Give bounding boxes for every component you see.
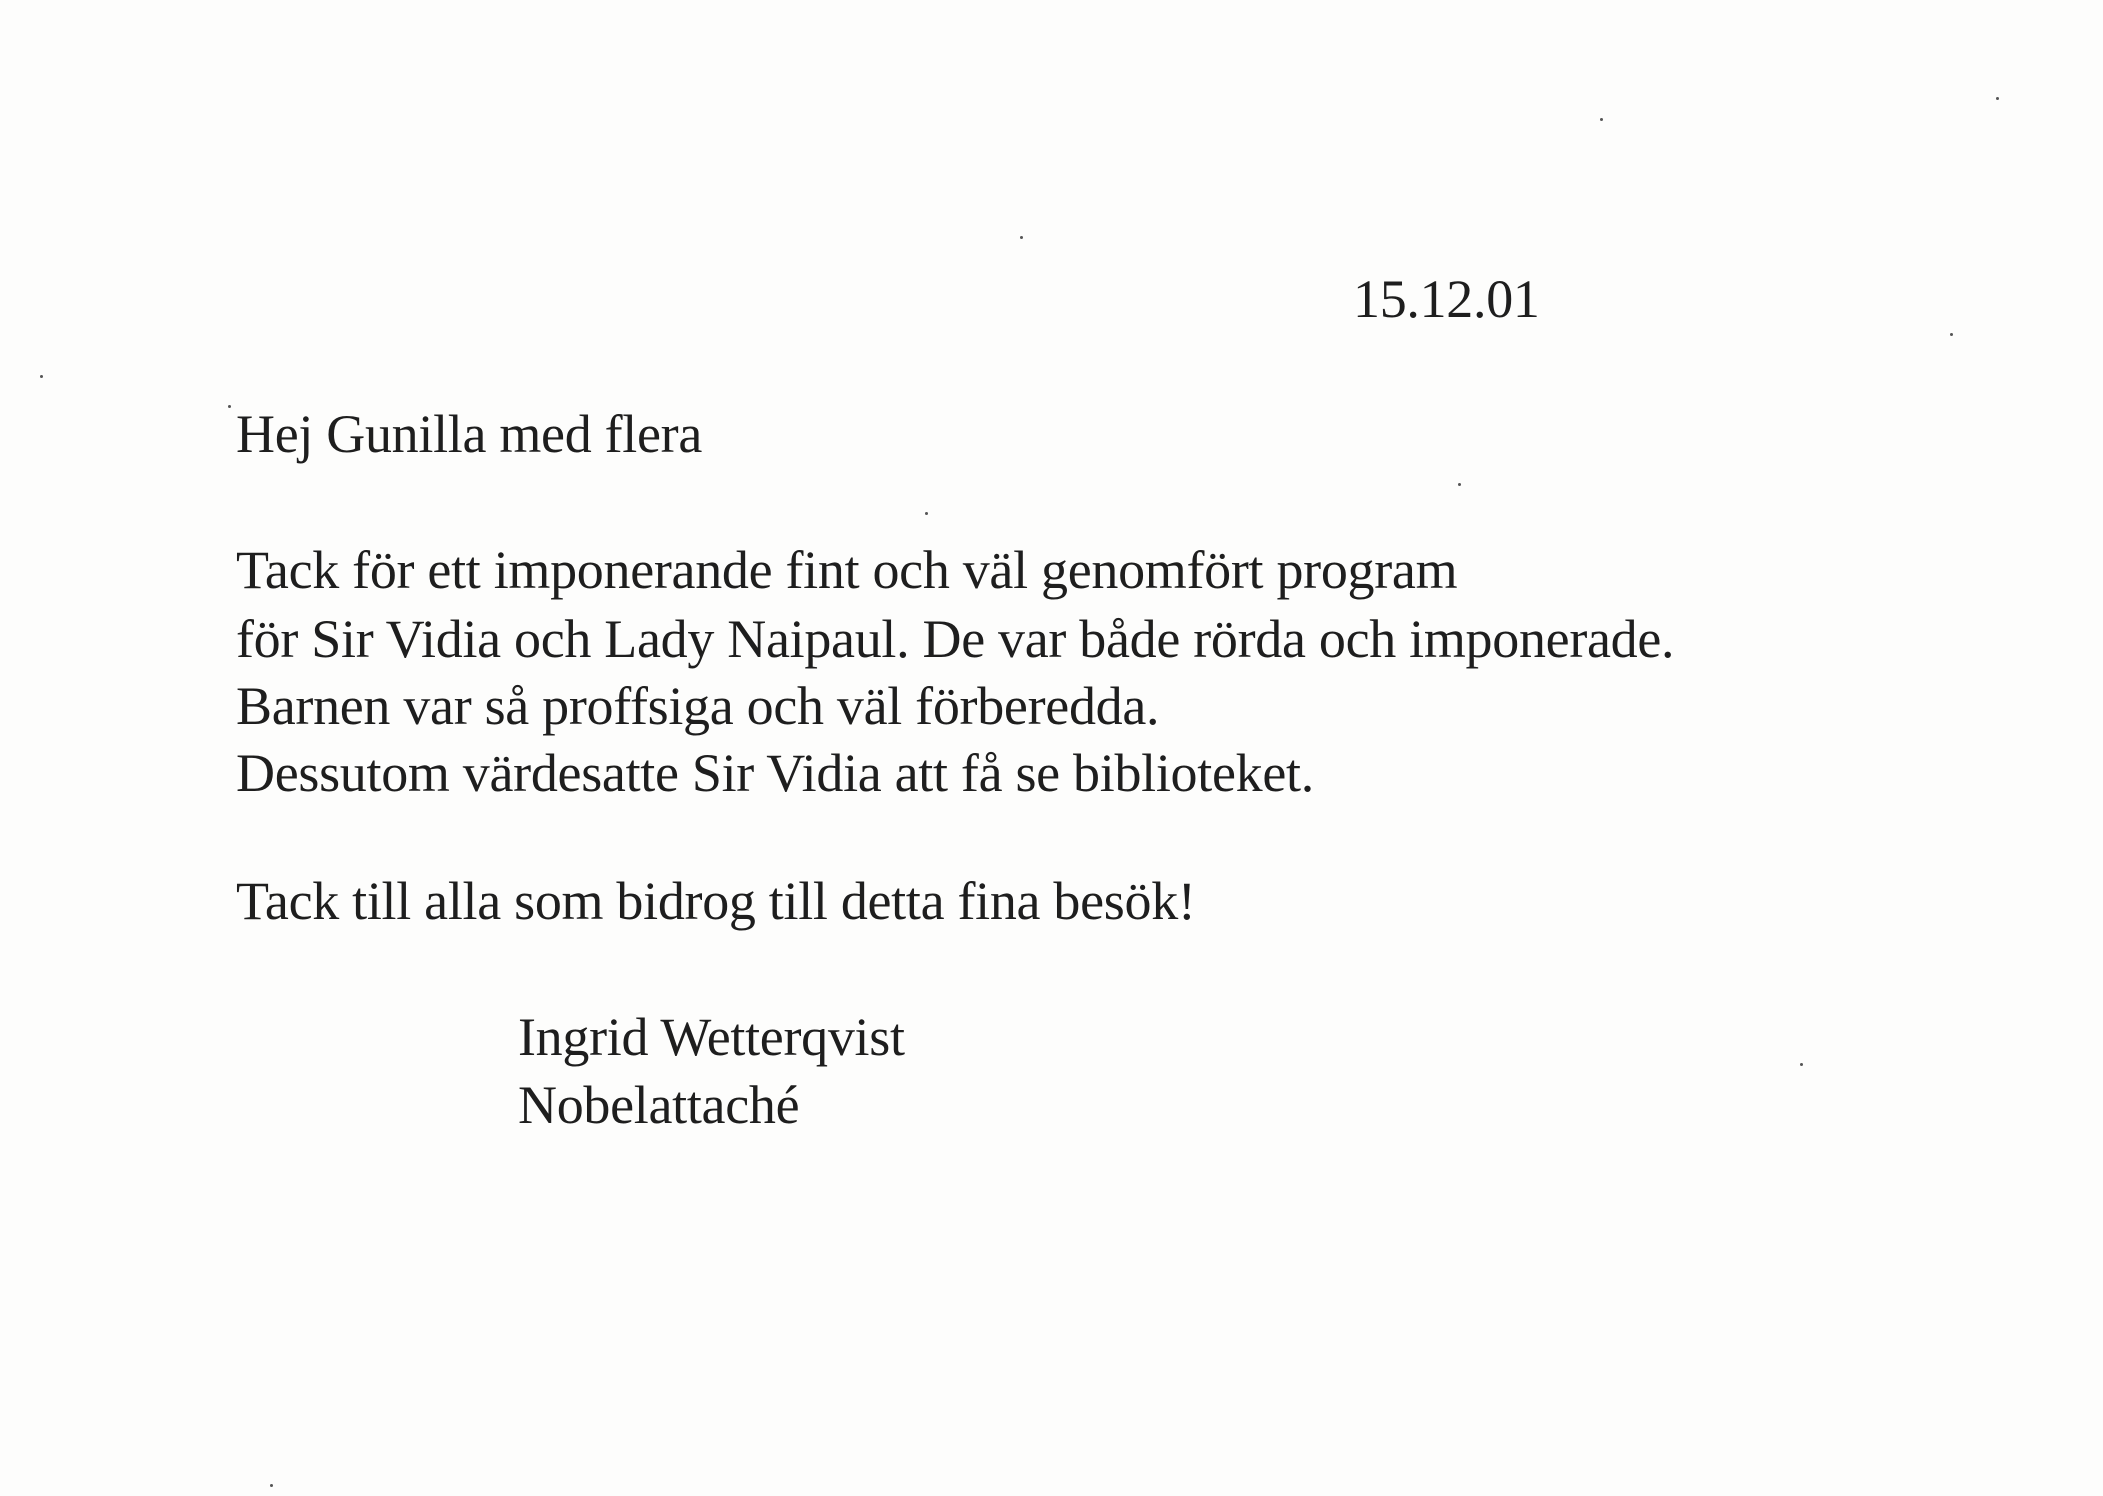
scan-speck xyxy=(925,512,928,515)
scan-speck xyxy=(1950,333,1953,336)
body-line: Tack för ett imponerande fint och väl genomfört program xyxy=(236,540,1458,600)
scan-speck xyxy=(1800,1063,1803,1066)
scan-speck xyxy=(1996,97,1999,100)
scan-speck xyxy=(1458,483,1461,486)
body-line: Barnen var så proffsiga och väl förberedda. xyxy=(236,676,1160,736)
scan-speck xyxy=(1020,236,1023,239)
body-line: Dessutom värdesatte Sir Vidia att få se biblioteket. xyxy=(236,743,1314,803)
scan-speck xyxy=(270,1484,273,1487)
body-line: för Sir Vidia och Lady Naipaul. De var både rörda och imponerade. xyxy=(236,609,1675,669)
scan-speck xyxy=(40,375,43,378)
signature-name: Ingrid Wetterqvist xyxy=(518,1007,905,1067)
scan-speck xyxy=(228,405,231,408)
letter-closing: Tack till alla som bidrog till detta fina besök! xyxy=(236,871,1196,931)
signature-title: Nobelattaché xyxy=(518,1075,800,1135)
scan-speck xyxy=(1600,118,1603,121)
letter-greeting: Hej Gunilla med flera xyxy=(236,404,703,464)
letter-date: 15.12.01 xyxy=(1353,269,1540,329)
